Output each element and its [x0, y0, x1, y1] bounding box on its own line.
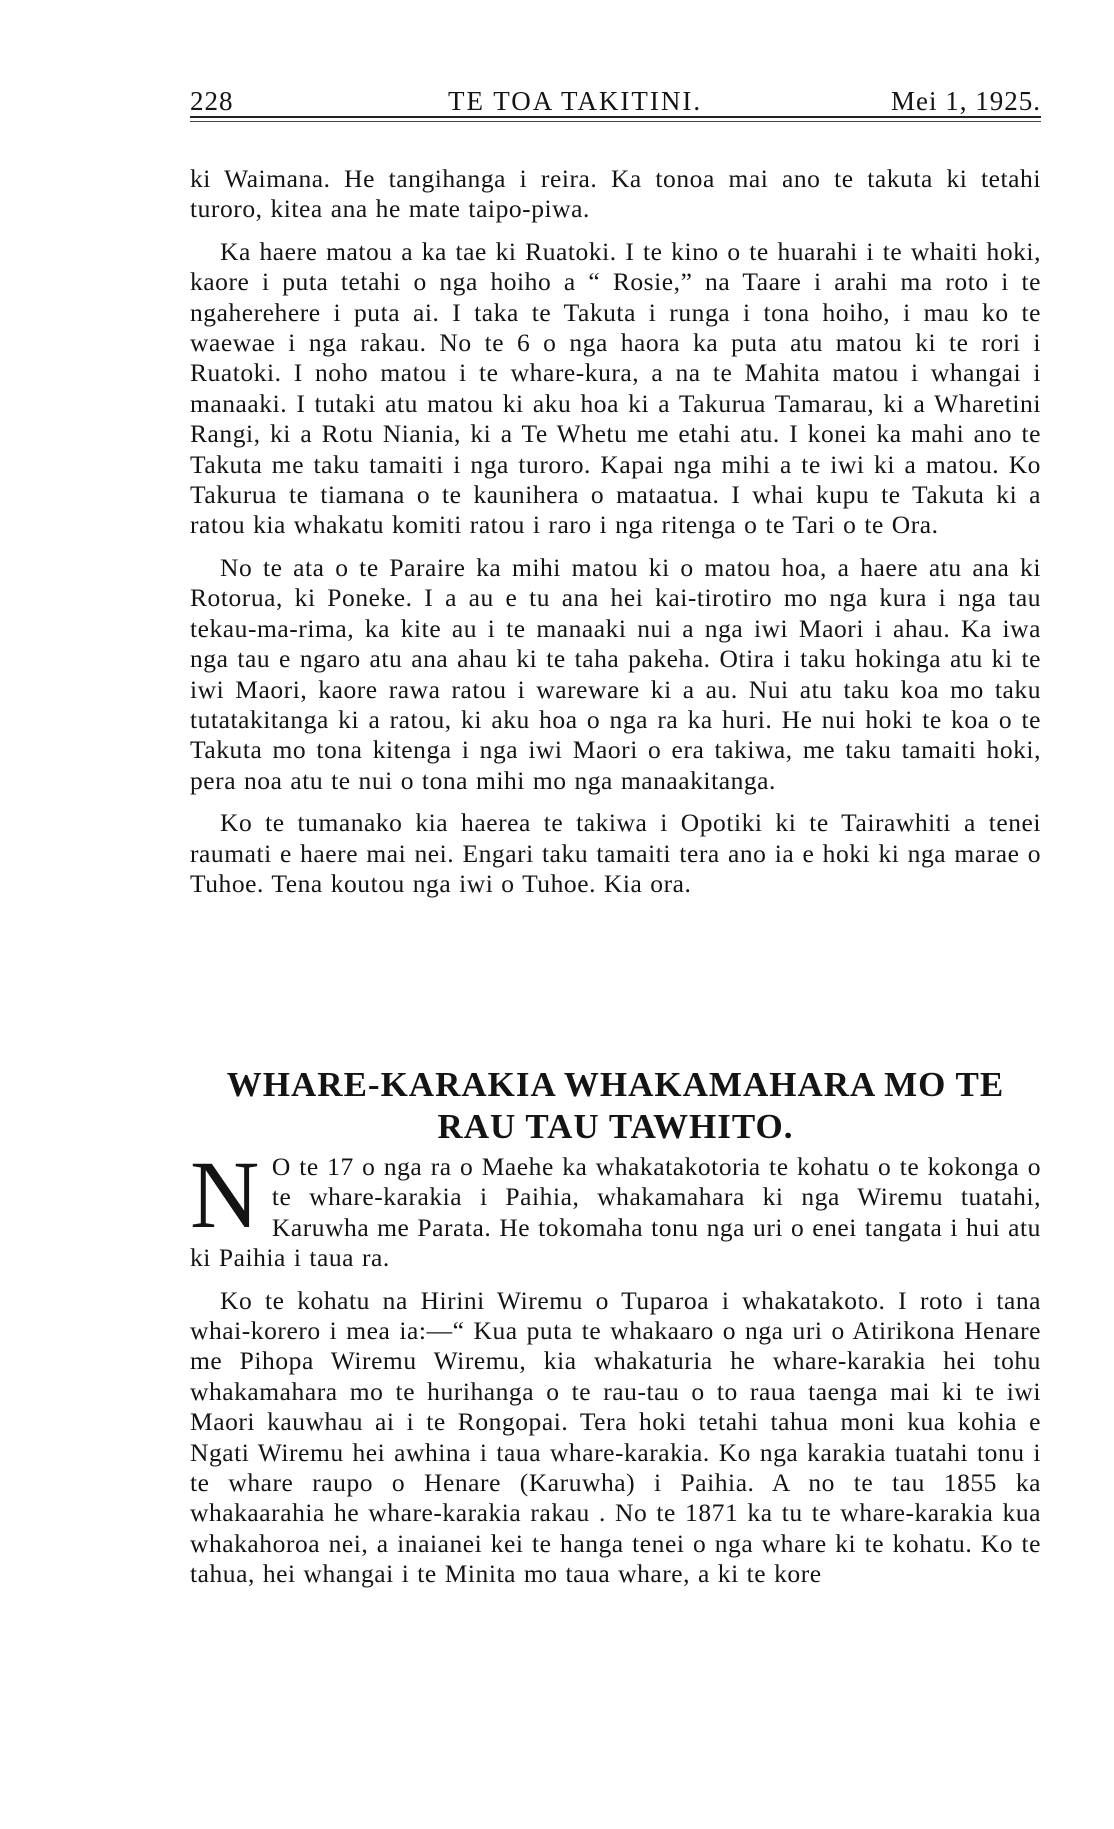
heading-line: WHARE-KARAKIA WHAKAMAHARA MO TE — [226, 1065, 1005, 1104]
header-rule-thin — [190, 121, 1041, 122]
running-header — [190, 86, 1041, 120]
article-continuation — [190, 164, 1041, 911]
drop-cap: N — [190, 1141, 260, 1248]
paragraph — [190, 1141, 1041, 1274]
article-body — [190, 1141, 1041, 1602]
article-heading — [190, 1064, 1041, 1148]
paragraph: Ko te tumanako kia haerea te takiwa i Opotiki ki te Tairawhiti a tenei raumati e haere mai nei. Engari taku tamaiti tera ano ia e hoki ki nga marae o Tuhoe. Tena koutou nga iwi o Tuhoe. Kia ora. — [190, 808, 1041, 898]
heading-line: RAU TAU TAWHITO. — [437, 1107, 794, 1146]
issue-date: Mei 1, 1925. — [891, 86, 1041, 116]
header-rule — [190, 116, 1041, 118]
paragraph: Ka haere matou a ka tae ki Ruatoki. I te kino o te huarahi i te whaiti hoki, kaore i puta tetahi o nga hoiho a “ Rosie,” na Taare i arahi ma roto i te ngaherehere i puta ai. I taka te Takuta i runga i tona hoiho, i mau ko te waewae i nga rakau. No te 6 o nga haora ka puta atu matou ki te rori i Ruatoki. I noho matou i te whare-kura, a na te Mahita matou i whangai i manaaki. I tutaki atu matou ki aku hoa ki a Takurua Tamarau, ki a Wharetini Rangi, ki a Rotu Niania, ki a Te Whetu me etahi atu. I konei ka mahi ano te Takuta me taku tamaiti i nga turoro. Kapai nga mihi a te iwi ki a matou. Ko Takurua te tiamana o te kaunihera o mataatua. I whai kupu te Takuta ki a ratou kia whakatu komiti ratou i raro i nga ritenga o te Tari o te Ora. — [190, 236, 1041, 540]
page-number: 228 — [190, 86, 234, 116]
paragraph: ki Waimana. He tangihanga i reira. Ka tonoa mai ano te takuta ki tetahi turoro, kitea ana he mate taipo-piwa. — [190, 164, 1041, 224]
paragraph: Ko te kohatu na Hirini Wiremu o Tuparoa i whakatakoto. I roto i tana whai-korero i mea ia:—“ Kua puta te whakaaro o nga uri o Atirikona Henare me Pihopa Wiremu Wiremu, kia whakaturia he whare-karakia hei tohu whakamahara mo te hurihanga o te rau-tau o to raua taenga mai ki te iwi Maori kauwhau ai i te Rongopai. Tera hoki tetahi tahua moni kua kohia e Ngati Wiremu hei awhina i taua whare-karakia. Ko nga karakia tuatahi tonu i te whare raupo o Henare (Karuwha) i Paihia. A no te tau 1855 ka whakaarahia he whare-karakia rakau . No te 1871 ka tu te whare-karakia kua whakahoroa nei, a inaianei kei te hanga tenei o nga whare ki te kohatu. Ko te tahua, hei whangai i te Minita mo taua whare, a ki te kore — [190, 1285, 1041, 1589]
paragraph: No te ata o te Paraire ka mihi matou ki o matou hoa, a haere atu ana ki Rotorua, ki Poneke. I a au e tu ana hei kai-tirotiro mo nga kura i nga tau tekau-ma-rima, ka kite au i te manaaki nui a nga iwi Maori i ahau. Ka iwa nga tau e ngaro atu ana ahau ki te taha pakeha. Otira i taku hokinga atu ki te iwi Maori, kaore rawa ratou i wareware ki a au. Nui atu taku koa mo taku tutatakitanga ki a ratou, ki aku hoa o nga ra ka huri. He nui hoki te koa o te Takuta mo tona kitenga i nga iwi Maori o era takiwa, me taku tamaiti hoki, pera noa atu te nui o tona mihi mo nga manaakitanga. — [190, 552, 1041, 795]
paragraph-text: O te 17 o nga ra o Maehe ka whakatakotoria te kohatu o te kokonga o te whare-karakia i Paihia, whakamahara ki nga Wiremu tuatahi, Karuwha me Parata. He tokomaha tonu nga uri o enei tangata i hui atu ki Paihia i taua ra. — [190, 1152, 1041, 1273]
publication-title: TE TOA TAKITINI. — [448, 86, 703, 116]
